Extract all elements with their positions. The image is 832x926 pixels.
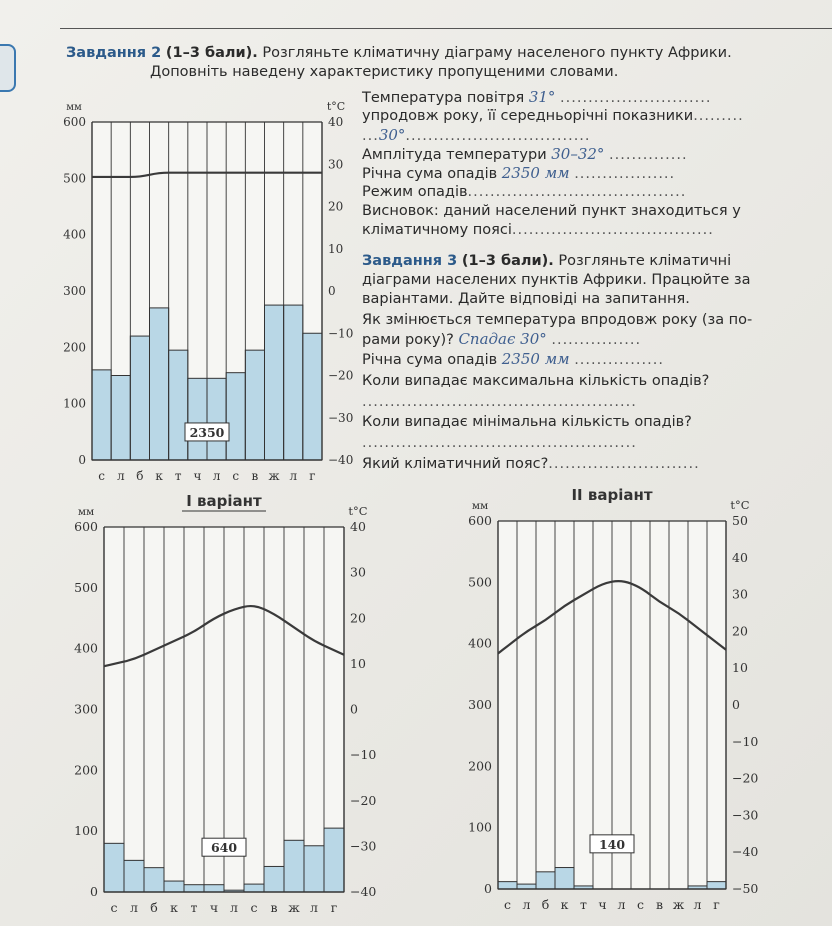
y2-tick-label: −40 — [328, 453, 354, 467]
y2-tick-label: 40 — [350, 519, 366, 534]
precip-bar — [104, 843, 124, 892]
month-label: в — [270, 900, 278, 915]
y-tick-label: 600 — [74, 519, 98, 534]
month-label: к — [560, 897, 569, 912]
y2-tick-label: −20 — [732, 770, 759, 786]
precip-bar — [707, 882, 726, 889]
y2-tick-label: −50 — [732, 881, 759, 896]
y2-tick-label: 0 — [732, 697, 740, 712]
top-rule — [60, 28, 832, 29]
climate-diagram-variant-2 — [452, 488, 782, 920]
climate-diagram-variant-1 — [66, 490, 386, 920]
precip-bar — [184, 885, 204, 892]
y-axis-label: мм — [471, 500, 489, 512]
y-tick-label: 200 — [74, 762, 98, 778]
month-label: л — [212, 469, 221, 483]
y-tick-label: 100 — [74, 823, 98, 839]
precip-bar — [204, 885, 224, 892]
y-axis-label: мм — [66, 102, 82, 113]
y-tick-label: 500 — [74, 579, 98, 595]
y2-tick-label: 20 — [350, 610, 366, 626]
fill-dots: ................ — [574, 352, 664, 368]
y2-tick-label: 30 — [328, 157, 344, 172]
precip-bar — [92, 370, 111, 460]
task3-line2: діаграми населених пунктів Африки. Працюйте за — [362, 272, 751, 288]
precip-bar — [244, 884, 264, 892]
task3-title: Завдання 3 — [362, 253, 458, 269]
fill-dots: .............. — [609, 147, 688, 163]
precip-bar — [188, 378, 207, 460]
total-precip-label: 640 — [210, 840, 238, 856]
y2-tick-label: 30 — [350, 564, 366, 580]
y2-tick-label: 10 — [328, 241, 344, 256]
task3-q5 — [362, 455, 700, 474]
y-tick-label: 400 — [468, 635, 492, 651]
y-tick-label: 300 — [468, 697, 492, 712]
task2-line2: Доповніть наведену характеристику пропущеними словами. — [150, 64, 619, 80]
precip-bar — [517, 884, 536, 889]
item-label: Амплітуда температури — [362, 147, 547, 163]
y2-tick-label: −10 — [350, 747, 377, 763]
fill-dots: ................................. — [405, 128, 591, 144]
task2-title: Завдання 2 — [66, 45, 162, 61]
task3-line1: Розгляньте кліматичні — [558, 253, 732, 269]
y-tick-label: 0 — [90, 884, 98, 899]
y-tick-label: 600 — [468, 513, 492, 528]
month-label: в — [655, 897, 664, 912]
y-tick-label: 100 — [468, 819, 492, 835]
precip-bar — [226, 373, 245, 460]
precip-bar — [304, 846, 324, 892]
handwritten-answer: 30–32° — [551, 145, 605, 163]
y2-tick-label: 0 — [350, 701, 358, 717]
y2-tick-label: 40 — [328, 115, 344, 129]
total-precip-label: 140 — [598, 836, 626, 852]
month-label: ж — [268, 469, 280, 483]
precip-bar — [130, 336, 149, 460]
precip-bar — [264, 866, 284, 892]
fill-dots: ................ — [551, 332, 642, 348]
y2-tick-label: −40 — [732, 844, 759, 860]
y-tick-label: 400 — [74, 640, 98, 656]
month-label: с — [232, 469, 240, 483]
y2-tick-label: −10 — [328, 326, 354, 341]
task3-line3: варіантами. Дайте відповіді на запитання. — [362, 291, 690, 307]
task2-item-temperature — [362, 88, 712, 108]
y2-tick-label: −40 — [350, 884, 377, 899]
month-label: г — [309, 469, 316, 483]
y-tick-label: 200 — [63, 340, 86, 355]
month-label: к — [155, 469, 163, 483]
task2-item-amplitude — [362, 145, 688, 165]
question-text: Річна сума опадів — [362, 352, 498, 368]
month-label: ч — [193, 469, 202, 483]
task3-q1a: Як змінюється температура впродовж року (за по- — [362, 312, 753, 328]
task3-q4: Коли випадає мінімальна кількість опадів? — [362, 414, 692, 430]
task2-item-belt — [362, 221, 714, 240]
task3-q3-dots — [362, 393, 637, 412]
y2-tick-label: −30 — [328, 410, 354, 425]
item-label: Річна сума опадів — [362, 166, 498, 182]
precip-bar — [284, 305, 303, 460]
y-tick-label: 0 — [484, 881, 492, 896]
month-label: л — [230, 900, 238, 915]
month-label: л — [130, 900, 138, 915]
task2-item-average — [362, 107, 744, 126]
month-label: ж — [672, 897, 685, 912]
handwritten-answer: 2350 мм — [501, 350, 570, 368]
total-precip-label: 2350 — [189, 424, 225, 440]
task3-header — [362, 252, 731, 271]
y2-tick-label: 20 — [732, 623, 748, 639]
y2-tick-label: 40 — [732, 549, 748, 565]
precip-bar — [536, 872, 555, 889]
month-label: с — [636, 897, 645, 912]
task3-q3: Коли випадає максимальна кількість опадів? — [362, 373, 710, 389]
precip-bar — [555, 868, 574, 889]
item-label: кліматичному поясі — [362, 222, 512, 238]
month-label: с — [503, 897, 512, 912]
task2-line1: Розгляньте кліматичну діаграму населеного пункту Африки. — [262, 45, 732, 61]
precip-bar — [245, 350, 264, 460]
task2-item-regime — [362, 183, 686, 202]
month-label: б — [541, 897, 550, 912]
precip-bar — [169, 350, 188, 460]
y-tick-label: 300 — [74, 701, 98, 717]
month-label: к — [170, 900, 178, 915]
precip-bar — [207, 378, 226, 460]
handwritten-answer: 31° — [528, 88, 556, 106]
y-tick-label: 400 — [63, 227, 86, 242]
task2-points: (1–3 бали). — [165, 45, 258, 61]
y-tick-label: 500 — [468, 574, 492, 590]
month-label: т — [174, 469, 182, 483]
month-label: ч — [209, 900, 219, 915]
y2-tick-label: 50 — [732, 513, 748, 528]
fill-dots: ....................................... — [467, 184, 687, 200]
y-tick-label: 300 — [63, 284, 86, 298]
task2-item-precip-sum — [362, 164, 675, 184]
month-label: л — [522, 897, 531, 912]
y2-axis-label: t°C — [326, 100, 346, 113]
fill-dots: ........................... — [560, 90, 712, 106]
handwritten-answer: 30° — [378, 126, 406, 144]
y2-tick-label: −10 — [732, 733, 759, 749]
y-tick-label: 200 — [468, 758, 492, 774]
item-label: Температура повітря — [362, 90, 525, 106]
y-tick-label: 500 — [63, 171, 86, 186]
task3-q2 — [362, 350, 664, 370]
precip-bar — [284, 840, 304, 892]
y2-tick-label: −20 — [328, 368, 354, 383]
month-label: л — [693, 897, 702, 912]
month-label: б — [150, 900, 158, 915]
precip-bar — [164, 881, 184, 892]
chart-title: І варіант — [186, 492, 262, 510]
month-label: ж — [288, 900, 300, 915]
precip-bar — [150, 308, 169, 460]
month-label: с — [110, 900, 118, 915]
fill-dots: ................................................. — [362, 435, 637, 451]
month-label: л — [310, 900, 318, 915]
y2-tick-label: −30 — [732, 807, 759, 823]
fill-dots: ................................................. — [362, 394, 637, 410]
task3-q1b — [362, 330, 641, 350]
fill-dots: .................. — [574, 166, 676, 182]
y2-tick-label: 10 — [350, 655, 366, 671]
precip-bar — [265, 305, 284, 460]
month-label: б — [136, 469, 144, 483]
y-axis-label: мм — [77, 506, 95, 518]
month-label: ч — [598, 897, 607, 912]
page-tab-marker — [0, 44, 16, 92]
y2-tick-label: −20 — [350, 792, 377, 808]
y-tick-label: 600 — [63, 115, 86, 129]
y2-tick-label: 10 — [732, 660, 748, 676]
precip-bar — [124, 860, 144, 892]
task3-q4-dots — [362, 434, 637, 453]
fill-dots: ... — [362, 128, 379, 144]
question-text: рами року)? — [362, 332, 454, 348]
task3-points: (1–3 бали). — [461, 253, 554, 269]
item-label: Режим опадів — [362, 184, 468, 200]
task2-item-average-answer — [362, 126, 591, 146]
item-label: упродовж року, її середньорічні показники — [362, 108, 694, 124]
month-label: с — [250, 900, 258, 915]
y-tick-label: 100 — [63, 396, 86, 411]
y2-tick-label: 20 — [328, 199, 344, 214]
month-label: г — [330, 900, 338, 915]
y2-axis-label: t°C — [730, 498, 750, 512]
y-tick-label: 0 — [78, 453, 86, 467]
fill-dots: .................................... — [511, 222, 714, 238]
month-label: т — [580, 897, 587, 912]
month-label: л — [289, 469, 298, 483]
y2-tick-label: −30 — [350, 838, 377, 854]
month-label: л — [617, 897, 626, 912]
precip-bar — [111, 376, 130, 461]
climate-diagram-main — [56, 90, 356, 485]
precip-bar — [498, 882, 517, 889]
month-label: т — [190, 900, 198, 915]
month-label: в — [251, 469, 259, 483]
precip-bar — [144, 868, 164, 892]
handwritten-answer: Спадає 30° — [458, 330, 547, 348]
fill-dots: ......... — [693, 108, 744, 124]
fill-dots: ........................... — [548, 456, 700, 472]
task2-item-conclusion: Висновок: даний населений пункт знаходиться у — [362, 203, 741, 219]
y2-tick-label: 0 — [328, 284, 336, 298]
precip-bar — [324, 828, 344, 892]
y2-tick-label: 30 — [732, 586, 748, 602]
precip-bar — [303, 333, 322, 460]
month-label: г — [713, 897, 720, 912]
task2-header — [66, 44, 732, 63]
chart-title: ІІ варіант — [571, 488, 653, 504]
handwritten-answer: 2350 мм — [501, 164, 570, 182]
y2-axis-label: t°C — [348, 504, 368, 518]
question-text: Який кліматичний пояс? — [362, 456, 549, 472]
month-label: с — [98, 469, 105, 483]
month-label: л — [116, 469, 125, 483]
